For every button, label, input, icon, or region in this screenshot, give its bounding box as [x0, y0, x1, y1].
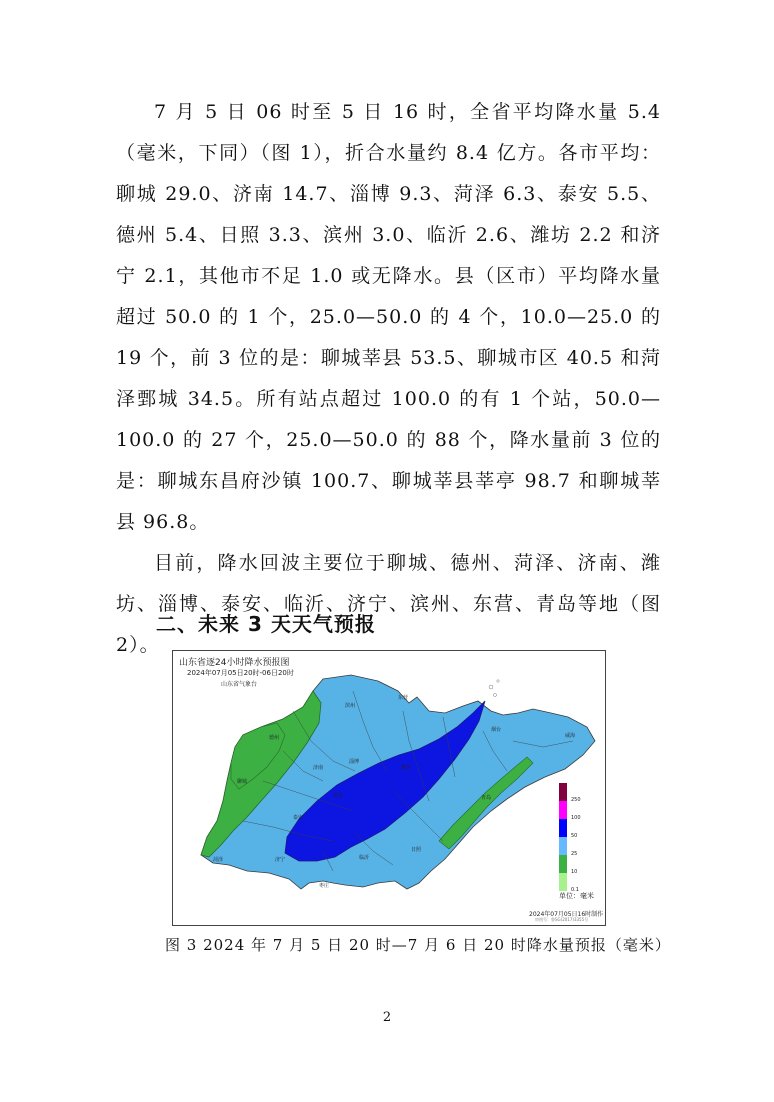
label-zibo: 淄博	[349, 759, 360, 765]
map-approval-number: 审图号：鲁SG(2017)3355号	[535, 917, 589, 922]
label-binzhou: 滨州	[345, 703, 356, 709]
map-subtitle: 2024年07月05日20时-06日20时	[187, 669, 294, 677]
legend-label-0.1: 0.1	[571, 887, 579, 893]
label-liaocheng: 聊城	[237, 779, 248, 785]
map-title: 山东省逐24小时降水预报图	[179, 658, 290, 668]
map-production-time: 2024年07月05日16时制作	[529, 911, 604, 918]
label-linyi: 临沂	[359, 855, 370, 861]
page-number: 2	[382, 1010, 392, 1025]
legend-swatch-10	[559, 855, 567, 873]
legend-swatch-50	[559, 819, 567, 837]
legend-label-50: 50	[571, 833, 578, 839]
map-graphic	[173, 651, 605, 925]
figure-caption: 图 3 2024 年 7 月 5 日 20 时—7 月 6 日 20 时降水量预报（毫米）	[165, 936, 671, 954]
legend-swatch-100	[559, 801, 567, 819]
label-weihai: 威海	[565, 733, 576, 739]
label-heze: 菏泽	[213, 857, 224, 863]
precipitation-legend	[557, 783, 597, 893]
label-dezhou: 德州	[269, 735, 280, 741]
label-weifang: 潍坊	[401, 765, 412, 771]
paragraph-radar-echo: 目前，降水回波主要位于聊城、德州、菏泽、济南、潍坊、淄博、泰安、临沂、济宁、滨州、东营、青岛等地（图 2）。	[116, 552, 661, 656]
label-jinan: 济南	[313, 765, 324, 771]
label-dongying: 东营	[398, 695, 409, 701]
paragraph-rainfall-summary: 7 月 5 日 06 时至 5 日 16 时，全省平均降水量 5.4（毫米，下同）（图 1），折合水量约 8.4 亿方。各市平均：聊城 29.0、济南 14.7、淄博 9.3、菏泽 6.3、泰安 5.5、德州 5.4、日照 3.3、滨州 3.0、临沂 2.6、潍坊 2.2 和济宁 2.1，其他市不足 1.0 或无降水。县（区市）平均降水量超过 50.0 的 1 个，25.0—50.0 的 4 个，10.0—25.0 的 19 个，前 3 位的是：聊城莘县 53.5、聊城市区 40.5 和菏泽鄄城 34.5。所有站点超过 100.0 的有 1 个站，50.0—100.0 的 27 个，25.0—50.0 的 88 个，降水量前 3 位的是：聊城东昌府沙镇 100.7、聊城莘县莘亭 98.7 和聊城莘县 96.8。	[116, 101, 661, 533]
legend-swatch-0.1	[559, 873, 567, 891]
label-zaozhuang: 枣庄	[319, 883, 330, 889]
legend-swatch-25	[559, 837, 567, 855]
label-jining: 济宁	[275, 857, 286, 863]
body-text	[116, 92, 661, 666]
label-taian: 泰安	[293, 815, 304, 821]
legend-label-100: 100	[571, 815, 581, 821]
legend-unit: 单位：毫米	[559, 892, 594, 900]
legend-label-25: 25	[571, 851, 578, 857]
section-heading: 二、未来 3 天天气预报	[156, 612, 376, 636]
precipitation-forecast-map	[172, 650, 606, 926]
legend-label-10: 10	[571, 869, 578, 875]
map-agency: 山东省气象台	[221, 681, 258, 688]
legend-label-250: 250	[571, 797, 581, 803]
label-rizhao: 日照	[411, 847, 422, 853]
legend-swatch-250	[559, 783, 567, 801]
label-qingdao: 青岛	[481, 795, 492, 801]
label-laiwu: 莱芜	[333, 793, 344, 799]
island-dots	[489, 680, 499, 697]
label-yantai: 烟台	[491, 727, 502, 733]
